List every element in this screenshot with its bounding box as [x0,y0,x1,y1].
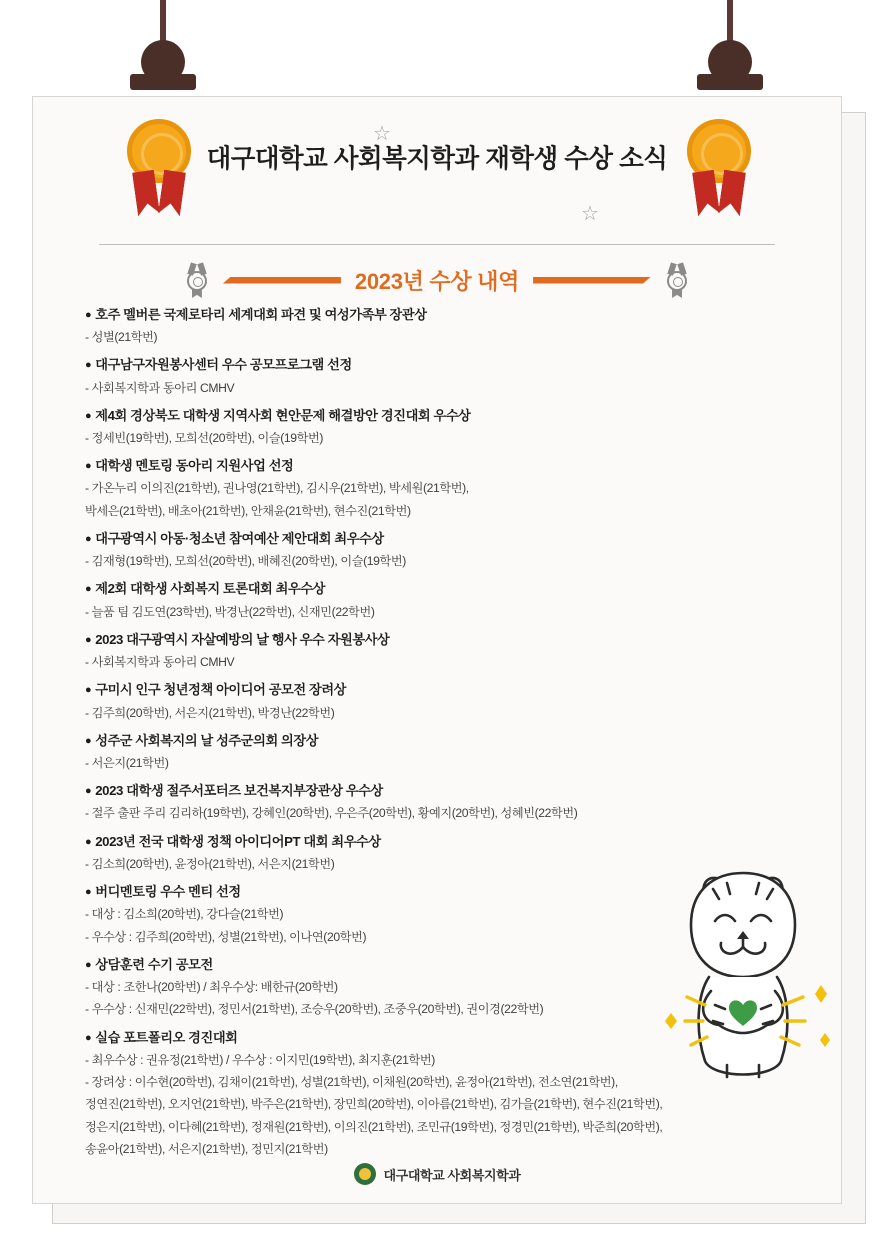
award-title [85,529,795,548]
award-title [85,680,795,699]
award-title-text: 2023 대구광역시 자살예방의 날 행사 우수 자원봉사상 [95,631,390,647]
award-detail: - 우수상 : 신재민(22학번), 정민서(21학번), 조승우(20학번), 조중우(20학번), 권이경(22학번) [85,1002,544,1017]
award-title-text: 상담훈련 수기 공모전 [95,956,213,972]
award-detail: - 김주희(20학번), 서은지(21학번), 박경난(22학번) [85,705,335,720]
award-title [85,781,795,800]
sparkle-icon: ☆ [581,203,599,225]
bullet-icon: ● [85,734,92,747]
bullet-icon: ● [85,359,92,372]
award-title-text: 2023 대학생 절주서포터즈 보건복지부장관상 우수상 [95,783,383,799]
award-detail: - 사회복지학과 동아리 CMHV [85,380,235,395]
hanger-base-left [130,74,196,90]
award-detail: - 성별(21학번) [85,330,158,345]
tiger-mascot-icon [653,855,853,1085]
award-detail: 박세은(21학번), 배초아(21학번), 안채윤(21학번), 현수진(21학번) [85,503,411,518]
award-detail: 정연진(21학번), 오지언(21학번), 박주은(21학번), 장민희(20학번), 이아름(21학번), 김가을(21학번), 현수진(21학번), [85,1097,663,1112]
award-title-text: 버디멘토링 우수 멘티 선정 [95,884,241,900]
award-detail: - 우수상 : 김주희(20학번), 성별(21학번), 이나연(20학번) [85,929,367,944]
medal-icon [665,263,689,297]
award-title [85,305,795,324]
award-title [85,456,795,475]
section-title: 2023년 수상 내역 [354,268,520,294]
bullet-icon: ● [85,684,92,697]
award-title-text: 2023년 전국 대학생 정책 아이디어PT 대회 최우수상 [95,833,381,849]
heading-bar-left [223,277,341,284]
footer-text: 대구대학교 사회복지학과 [383,1167,521,1183]
title-row [33,97,841,225]
bullet-icon: ● [85,309,92,321]
bullet-icon: ● [85,460,92,473]
award-title-text: 제4회 경상북도 대학생 지역사회 현안문제 해결방안 경진대회 우수상 [95,407,471,423]
award-title-text: 구미시 인구 청년정책 아이디어 공모전 장려상 [95,682,347,698]
award-detail: - 장려상 : 이수현(20학번), 김채이(21학번), 성별(21학번), 이채원(20학번), 윤정아(21학번), 전소연(21학번), [85,1075,618,1090]
award-detail: - 서은지(21학번) [85,755,169,770]
award-detail: - 김소희(20학번), 윤정아(21학번), 서은지(21학번) [85,856,335,871]
award-detail: - 사회복지학과 동아리 CMHV [85,655,235,670]
bullet-icon: ● [85,409,92,422]
poster [32,96,842,1204]
award-title-text: 성주군 사회복지의 날 성주군의회 의장상 [95,732,319,748]
medal-icon [185,263,209,297]
award-title-text: 대구광역시 아동·청소년 참여예산 제안대회 최우수상 [95,531,384,547]
award-title [85,579,795,598]
sparkle-icon: ☆ [373,123,391,145]
award-detail: - 김재형(19학번), 모희선(20학번), 배혜진(20학번), 이슬(19학번) [85,554,406,569]
award-detail: - 늘품 팀 김도연(23학번), 박경난(22학번), 신재민(22학번) [85,604,375,619]
award-detail: 정은지(21학번), 이다혜(21학번), 정재원(21학번), 이의진(21학번), 조민규(19학번), 정경민(21학번), 박준희(20학번), [85,1119,663,1134]
award-title [85,832,795,851]
bullet-icon: ● [85,785,92,798]
award-title [85,731,795,750]
heading-bar-right [533,277,651,284]
hanger-base-right [697,74,763,90]
award-detail: - 대상 : 조한나(20학번) / 최우수상: 배한규(20학번) [85,979,338,994]
award-title [85,355,795,374]
award-title [85,630,795,649]
footer [33,1163,841,1185]
award-detail: - 절주 출판 주리 김리하(19학번), 강혜인(20학번), 우은주(20학번), 황예지(20학번), 성혜빈(22학번) [85,806,578,821]
bullet-icon: ● [85,886,92,899]
bullet-icon: ● [85,1031,92,1044]
award-detail: - 정세빈(19학번), 모희선(20학번), 이슬(19학번) [85,431,324,446]
university-emblem-icon [354,1163,376,1185]
award-title-text: 제2회 대학생 사회복지 토론대회 최우수상 [95,581,326,597]
bullet-icon: ● [85,633,92,646]
award-title-text: 호주 멜버른 국제로타리 세계대회 파견 및 여성가족부 장관상 [95,307,427,322]
award-detail: 송윤아(21학번), 서은지(21학번), 정민지(21학번) [85,1141,328,1156]
award-title-text: 실습 포트폴리오 경진대회 [95,1029,238,1045]
bullet-icon: ● [85,583,92,596]
bullet-icon: ● [85,835,92,848]
bullet-icon: ● [85,958,92,971]
award-detail: - 대상 : 김소희(20학번), 강다슬(21학번) [85,907,284,922]
section-heading [33,263,841,297]
divider [99,244,775,245]
award-title [85,406,795,425]
award-detail: - 최우수상 : 권유정(21학번) / 우수상 : 이지민(19학번), 최지훈(21학번) [85,1052,435,1067]
page-title: 대구대학교 사회복지학과 재학생 수상 소식 [206,145,668,173]
award-detail: - 가온누리 이의진(21학번), 권나영(21학번), 김시우(21학번), 박세원(21학번), [85,481,469,496]
bullet-icon: ● [85,533,92,546]
award-title-text: 대구남구자원봉사센터 우수 공모프로그램 선정 [95,357,352,373]
award-title-text: 대학생 멘토링 동아리 지원사업 선정 [95,458,294,474]
